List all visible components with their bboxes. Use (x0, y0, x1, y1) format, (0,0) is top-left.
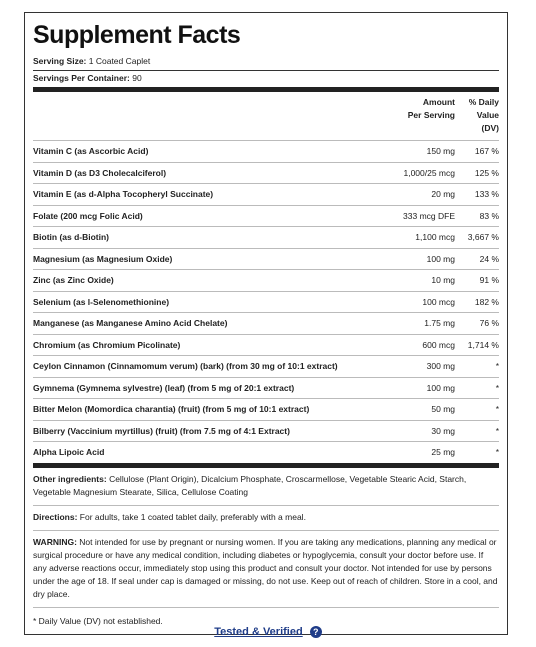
nutrient-row (33, 269, 499, 291)
nutrient-name: Bitter Melon (Momordica charantia) (fruit) (from 5 mg of 10:1 extract) (33, 404, 310, 415)
nutrient-name: Ceylon Cinnamon (Cinnamomum verum) (bark) (from 30 mg of 10:1 extract) (33, 361, 338, 372)
nutrient-row (33, 291, 499, 313)
amount-header: Amount Per Serving (407, 97, 455, 120)
nutrient-dv: 1,714 % (467, 339, 499, 350)
nutrient-row (33, 140, 499, 162)
nutrient-amount: 150 mg (426, 146, 455, 157)
nutrient-name: Vitamin E (as d-Alpha Tocopheryl Succinate) (33, 189, 214, 200)
nutrient-row (33, 377, 499, 399)
nutrient-name: Folate (200 mcg Folic Acid) (33, 210, 143, 221)
nutrient-amount: 333 mcg DFE (403, 210, 455, 221)
nutrient-dv: 24 % (479, 253, 499, 264)
question-circle-icon[interactable]: ? (310, 626, 322, 638)
nutrient-name: Manganese (as Manganese Amino Acid Chelate) (33, 318, 228, 329)
nutrient-dv: * (495, 361, 499, 372)
nutrient-name: Vitamin C (as Ascorbic Acid) (33, 146, 149, 157)
nutrient-amount: 600 mcg (422, 339, 455, 350)
serving-size (33, 54, 499, 70)
nutrient-row (33, 398, 499, 420)
nutrient-table (33, 140, 499, 463)
other-ingredients: Other ingredients: Cellulose (Plant Origin), Dicalcium Phosphate, Croscarmellose, Vegetable Stearic Acid, Starch, Vegetable Magnesium Stearate, Silica, Cellulose Coating (33, 473, 467, 497)
nutrient-dv: * (495, 404, 499, 415)
nutrient-row (33, 248, 499, 270)
nutrient-name: Biotin (as d-Biotin) (33, 232, 110, 243)
nutrient-amount: 25 mg (431, 447, 455, 458)
nutrient-row (33, 226, 499, 248)
nutrient-amount: 1,100 mcg (415, 232, 455, 243)
supplement-facts-panel (24, 12, 508, 635)
nutrient-dv: 91 % (479, 275, 499, 286)
serving-size-value: 1 Coated Caplet (88, 56, 151, 66)
nutrient-dv: * (495, 425, 499, 436)
nutrient-amount: 10 mg (431, 275, 455, 286)
nutrient-row (33, 420, 499, 442)
nutrient-dv: 76 % (479, 318, 499, 329)
nutrient-amount: 100 mg (426, 253, 455, 264)
nutrient-name: Gymnema (Gymnema sylvestre) (leaf) (from 5 mg of 20:1 extract) (33, 382, 295, 393)
servings-per-container (33, 71, 499, 87)
tested-verified-link[interactable]: Tested & Verified (214, 626, 303, 638)
nutrient-name: Chromium (as Chromium Picolinate) (33, 339, 181, 350)
panel-title: Supplement Facts (33, 21, 241, 49)
nutrient-amount: 1.75 mg (424, 318, 455, 329)
nutrient-dv: 125 % (474, 167, 499, 178)
nutrient-row (33, 334, 499, 356)
nutrient-row (33, 441, 499, 463)
nutrient-amount: 30 mg (431, 425, 455, 436)
daily-value-footnote: * Daily Value (DV) not established. (33, 615, 163, 626)
nutrient-dv: 133 % (474, 189, 499, 200)
servings-per-container-label: Servings Per Container: (33, 73, 130, 83)
nutrient-name: Selenium (as l-Selenomethionine) (33, 296, 170, 307)
directions: Directions: For adults, take 1 coated tablet daily, preferably with a meal. (33, 511, 306, 522)
nutrient-amount: 100 mg (426, 382, 455, 393)
nutrient-amount: 1,000/25 mcg (403, 167, 455, 178)
nutrient-dv: 3,667 % (467, 232, 499, 243)
servings-per-container-value: 90 (132, 73, 142, 83)
tested-verified (0, 626, 536, 638)
nutrient-name: Magnesium (as Magnesium Oxide) (33, 253, 173, 264)
nutrient-dv: 182 % (474, 296, 499, 307)
nutrient-dv: 167 % (474, 146, 499, 157)
nutrient-row (33, 355, 499, 377)
nutrient-name: Alpha Lipoic Acid (33, 447, 105, 458)
nutrient-amount: 300 mg (426, 361, 455, 372)
nutrient-name: Vitamin D (as D3 Cholecalciferol) (33, 167, 167, 178)
nutrient-row (33, 162, 499, 184)
warning: WARNING: Not intended for use by pregnant or nursing women. If you are taking any medications, planning any medical or surgical procedure or have any medical condition, including diabetes or hypoglycemia, consult your doctor before use. If any adverse reactions occur, immediately stop using this product and consult your doctor. Not intended for use by persons under the age of 18. If seal under cap is damaged or missing, do not use. Keep out of reach of children. Store in a cool, and dry place. (33, 536, 498, 599)
nutrient-name: Bilberry (Vaccinium myrtillus) (fruit) (from 7.5 mg of 4:1 Extract) (33, 425, 290, 436)
nutrient-dv: * (495, 382, 499, 393)
nutrient-row (33, 205, 499, 227)
nutrient-dv: 83 % (479, 210, 499, 221)
daily-value-header: % Daily Value (DV) (468, 97, 499, 133)
column-header (33, 92, 499, 140)
nutrient-amount: 100 mcg (422, 296, 455, 307)
nutrient-name: Zinc (as Zinc Oxide) (33, 275, 114, 286)
nutrient-amount: 20 mg (431, 189, 455, 200)
serving-size-label: Serving Size: (33, 56, 87, 66)
nutrient-row (33, 312, 499, 334)
nutrient-amount: 50 mg (431, 404, 455, 415)
nutrient-dv: * (495, 447, 499, 458)
nutrient-row (33, 183, 499, 205)
